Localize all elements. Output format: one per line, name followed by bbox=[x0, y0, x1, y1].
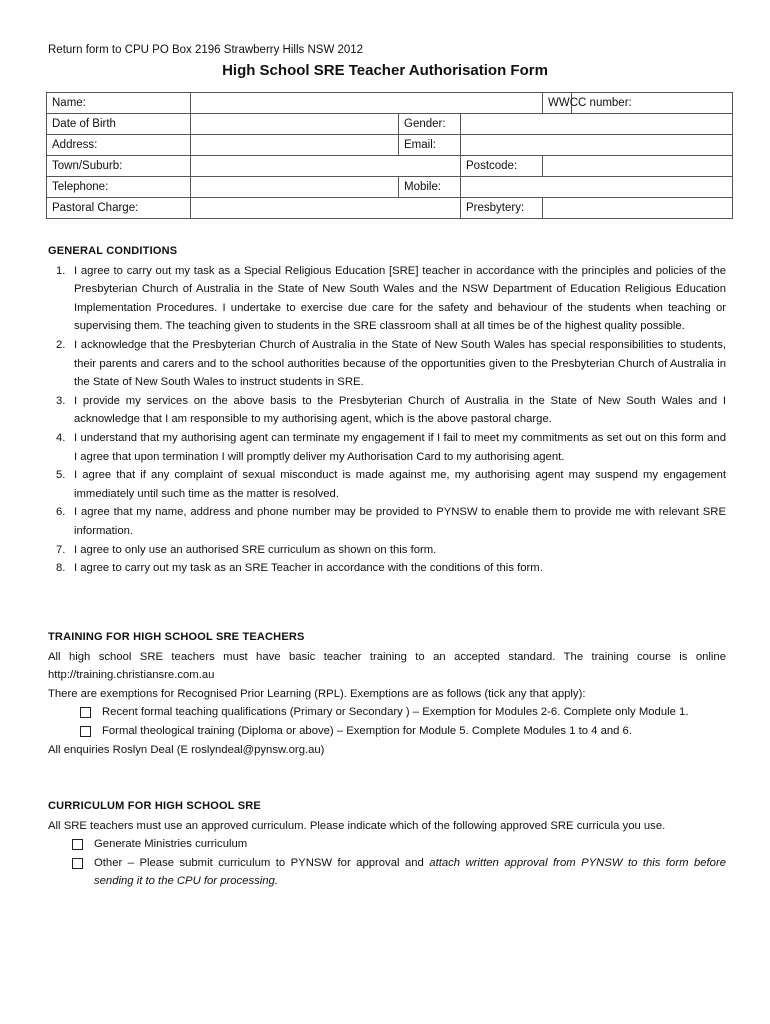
email-field[interactable] bbox=[461, 135, 733, 156]
postcode-field[interactable] bbox=[543, 156, 733, 177]
name-label: Name: bbox=[47, 93, 191, 114]
address-field[interactable] bbox=[191, 135, 399, 156]
telephone-label: Telephone: bbox=[47, 177, 191, 198]
condition-item bbox=[48, 262, 726, 336]
general-conditions-heading: GENERAL CONDITIONS bbox=[48, 245, 178, 257]
curriculum-section bbox=[48, 797, 726, 891]
condition-item bbox=[48, 503, 726, 540]
curriculum-option-generate bbox=[48, 835, 726, 854]
training-enquiries: All enquiries Roslyn Deal (E roslyndeal@pynsw.org.au) bbox=[48, 743, 325, 756]
presbytery-field[interactable] bbox=[543, 198, 733, 219]
curriculum-heading: CURRICULUM FOR HIGH SCHOOL SRE bbox=[48, 800, 261, 812]
condition-number: 5. bbox=[56, 469, 66, 482]
page-title: High School SRE Teacher Authorisation Form bbox=[222, 62, 548, 79]
checkbox[interactable] bbox=[80, 726, 91, 737]
town-field[interactable] bbox=[191, 156, 461, 177]
condition-number: 7. bbox=[56, 543, 66, 556]
gender-label: Gender: bbox=[399, 114, 461, 135]
condition-item bbox=[48, 466, 726, 503]
condition-item bbox=[48, 336, 726, 392]
training-heading: TRAINING FOR HIGH SCHOOL SRE TEACHERS bbox=[48, 631, 305, 643]
condition-text: I provide my services on the above basis to the Presbyterian Church of Australia in the State of New South Wales and I acknowledge that I am responsible to my authorising agent, which is the above pastoral charge. bbox=[74, 394, 726, 426]
option-instruction: attach written approval from PYNSW to this form before sending it to the CPU for processing. bbox=[94, 856, 726, 888]
condition-number: 3. bbox=[56, 394, 66, 407]
pastoral-field[interactable] bbox=[191, 198, 461, 219]
condition-number: 4. bbox=[56, 431, 66, 444]
postcode-label: Postcode: bbox=[461, 156, 543, 177]
option-label: Other – Please submit curriculum to PYNSW for approval and bbox=[94, 856, 430, 869]
row-name bbox=[47, 93, 733, 114]
training-option-teaching bbox=[48, 703, 726, 722]
condition-number: 1. bbox=[56, 264, 66, 277]
training-exemptions: There are exemptions for Recognised Prior Learning (RPL). Exemptions are as follows (tick any that apply): bbox=[48, 687, 586, 700]
checkbox[interactable] bbox=[72, 839, 83, 850]
personal-details-table bbox=[46, 92, 733, 219]
training-intro: All high school SRE teachers must have basic teacher training to an accepted standard. The training course is online http://training.christiansre.com.au bbox=[48, 650, 726, 682]
condition-text: I agree to only use an authorised SRE curriculum as shown on this form. bbox=[74, 543, 437, 556]
wwcc-label-text: WWCC number: bbox=[548, 97, 632, 109]
condition-item bbox=[48, 392, 726, 429]
email-label: Email: bbox=[399, 135, 461, 156]
mobile-field[interactable] bbox=[461, 177, 733, 198]
condition-item bbox=[48, 559, 726, 578]
condition-text: I understand that my authorising agent can terminate my engagement if I fail to meet my commitments as set out on this form and I agree that upon termination I will promptly deliver my Authorisation Card to my authorising agent. bbox=[74, 431, 726, 463]
condition-text: I agree that my name, address and phone number may be provided to PYNSW to enable them to provide me with relevant SRE information. bbox=[74, 506, 726, 537]
dob-label: Date of Birth bbox=[47, 114, 191, 135]
option-label: Generate Ministries curriculum bbox=[94, 838, 248, 851]
wwcc-label bbox=[543, 93, 632, 114]
condition-text: I agree to carry out my task as a Special Religious Education [SRE] teacher in accordance with the principles and policies of the Presbyterian Church of Australia in the State of New South Wales and the NSW Department of Education Religious Education Implementation Procedures. I undertake to exercise due care for the safety and behaviour of the students when teaching or supervising them. The teaching given to students in the SRE classroom shall at all times be of the highest quality possible. bbox=[74, 264, 726, 333]
row-address bbox=[47, 135, 733, 156]
checkbox[interactable] bbox=[80, 707, 91, 718]
row-telephone bbox=[47, 177, 733, 198]
address-label: Address: bbox=[47, 135, 191, 156]
condition-item bbox=[48, 429, 726, 466]
condition-item bbox=[48, 541, 726, 560]
checkbox[interactable] bbox=[72, 858, 83, 869]
row-pastoral bbox=[47, 198, 733, 219]
condition-text: I acknowledge that the Presbyterian Church of Australia in the State of New South Wales has special responsibilities to students, their parents and carers and to the school authorities because of the opportunities given to the Presbyterian Church of Australia in the State of New South Wales to instruct students in SRE. bbox=[74, 338, 726, 389]
curriculum-option-other bbox=[48, 854, 726, 891]
presbytery-label: Presbytery: bbox=[461, 198, 543, 219]
conditions-list bbox=[48, 262, 726, 578]
pastoral-label: Pastoral Charge: bbox=[47, 198, 191, 219]
gender-field[interactable] bbox=[461, 114, 733, 135]
condition-number: 6. bbox=[56, 506, 66, 519]
dob-field[interactable] bbox=[191, 114, 399, 135]
option-label: Recent formal teaching qualifications (Primary or Secondary ) – Exemption for Modules 2-6. Complete only Module 1. bbox=[102, 706, 689, 719]
name-field[interactable] bbox=[191, 93, 543, 114]
curriculum-intro: All SRE teachers must use an approved curriculum. Please indicate which of the following approved SRE curricula you use. bbox=[48, 819, 666, 832]
condition-text: I agree that if any complaint of sexual misconduct is made against me, my authorising agent may suspend my engagement immediately until such time as the matter is resolved. bbox=[74, 469, 726, 500]
condition-text: I agree to carry out my task as an SRE Teacher in accordance with the conditions of this form. bbox=[74, 562, 543, 575]
mobile-label: Mobile: bbox=[399, 177, 461, 198]
return-address: Return form to CPU PO Box 2196 Strawberry Hills NSW 2012 bbox=[48, 44, 364, 56]
general-conditions-section bbox=[48, 242, 726, 578]
condition-number: 2. bbox=[56, 338, 66, 351]
condition-number: 8. bbox=[56, 562, 66, 575]
option-label: Formal theological training (Diploma or above) – Exemption for Module 5. Complete Modules 1 to 4 and 6. bbox=[102, 724, 632, 737]
telephone-field[interactable] bbox=[191, 177, 399, 198]
training-option-theological bbox=[48, 722, 726, 741]
town-label: Town/Suburb: bbox=[47, 156, 191, 177]
row-dob bbox=[47, 114, 733, 135]
training-section bbox=[48, 628, 726, 759]
row-town bbox=[47, 156, 733, 177]
